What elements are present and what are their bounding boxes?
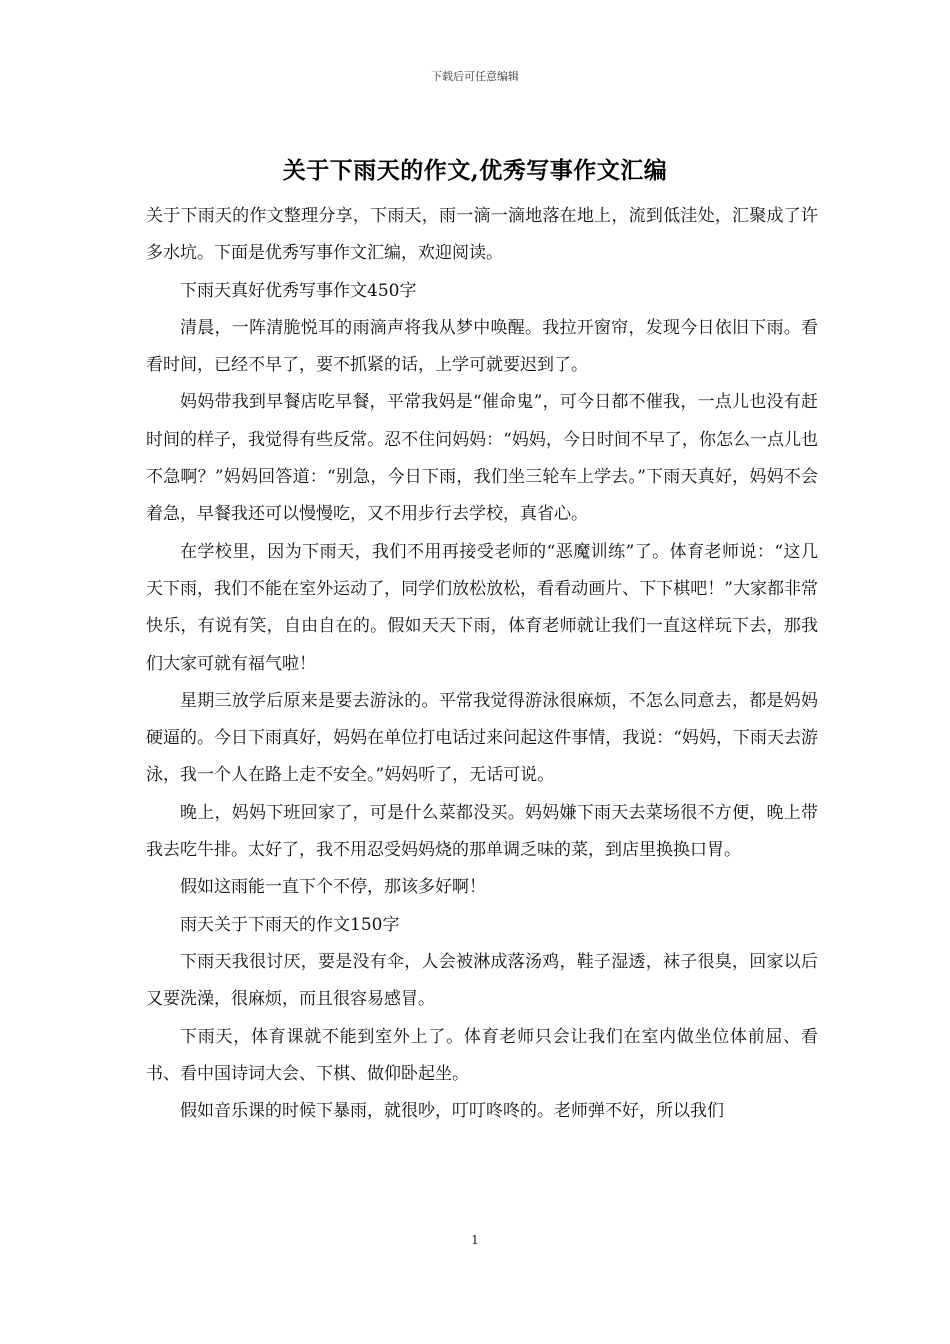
body-paragraph: 下雨天，体育课就不能到室外上了。体育老师只会让我们在室内做坐位体前屈、看书、看中国诗词大会、下棋、做仰卧起坐。	[146, 1026, 818, 1084]
body-paragraph: 下雨天我很讨厌，要是没有伞，人会被淋成落汤鸡，鞋子湿透，袜子很臭，回家以后又要洗澡，很麻烦，而且很容易感冒。	[146, 951, 818, 1010]
intro-paragraph: 关于下雨天的作文整理分享，下雨天，雨一滴一滴地落在地上，流到低洼处，汇聚成了许多水坑。下面是优秀写事作文汇编，欢迎阅读。	[146, 206, 818, 264]
body-paragraph: 在学校里，因为下雨天，我们不用再接受老师的“恶魔训练”了。体育老师说：“这几天下雨，我们不能在室外运动了，同学们放松放松，看看动画片、下下棋吧！”大家都非常快乐，有说有笑，自由自在的。假如天天下雨，体育老师就让我们一直这样玩下去，那我们大家可就有福气啦！	[146, 541, 818, 674]
body-paragraph: 假如这雨能一直下个不停，那该多好啊！	[180, 877, 486, 898]
body-paragraph: 晚上，妈妈下班回家了，可是什么菜都没买。妈妈嫌下雨天去菜场很不方便，晚上带我去吃牛排。太好了，我不用忍受妈妈烧的那单调乏味的菜，到店里换换口胃。	[146, 802, 818, 861]
body-paragraph: 星期三放学后原来是要去游泳的。平常我觉得游泳很麻烦，不怎么同意去，都是妈妈硬逼的。今日下雨真好，妈妈在单位打电话过来问起这件事情，我说：“妈妈，下雨天去游泳，我一个人在路上走不安全。”妈妈听了，无话可说。	[146, 690, 818, 786]
body-paragraph: 妈妈带我到早餐店吃早餐，平常我妈是“催命鬼”，可今日都不催我，一点儿也没有赶时间的样子，我觉得有些反常。忍不住问妈妈：“妈妈，今日时间不早了，你怎么一点儿也不急啊？”妈妈回答道：“别急，今日下雨，我们坐三轮车上学去。”下雨天真好，妈妈不会着急，早餐我还可以慢慢吃，又不用步行去学校，真省心。	[146, 392, 818, 525]
page-header: 下载后可任意编辑	[431, 70, 519, 83]
body-paragraph: 清晨，一阵清脆悦耳的雨滴声将我从梦中唤醒。我拉开窗帘，发现今日依旧下雨。看看时间，已经不早了，要不抓紧的话，上学可就要迟到了。	[146, 317, 818, 376]
document-body	[146, 198, 818, 1130]
document-title: 关于下雨天的作文,优秀写事作文汇编	[282, 157, 668, 184]
body-paragraph: 假如音乐课的时候下暴雨，就很吵，叮叮咚咚的。老师弹不好，所以我们	[180, 1101, 724, 1122]
section-heading: 雨天关于下雨天的作文150字	[180, 914, 400, 935]
page-number: 1	[471, 1233, 479, 1247]
section-heading: 下雨天真好优秀写事作文450字	[180, 280, 417, 301]
